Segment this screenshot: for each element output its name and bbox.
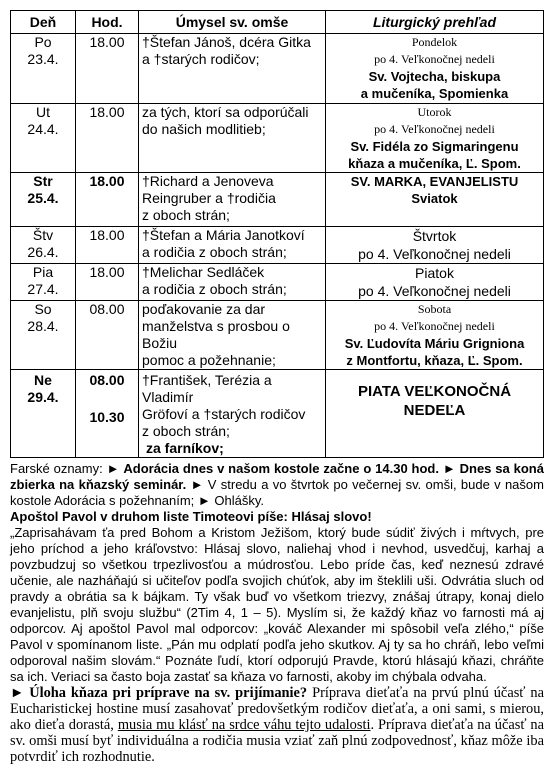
table-row <box>11 104 544 173</box>
arrow-icon: ► <box>10 685 25 701</box>
intention-line: poďakovanie za dar <box>142 301 266 317</box>
header-intention: Úmysel sv. omše <box>139 11 326 34</box>
intention-line: †Melichar Sedláček <box>142 264 265 280</box>
liturgy-week: po 4. Veľkonočnej nedeli <box>374 52 495 66</box>
article-body: „Zaprisahávam ťa pred Bohom a Kristom Ježišom, ktorý bude súdiť živých i mŕtvych, pre jeho príchod a jeho kráľovstvo: Hlásaj slovo, naliehaj vhod i nevhod, usvedčuj, karhaj a povzbudzuj so všetkou trpezlivosťou a múdrosťou. Lebo príde čas, keď neznesú zdravé učenie, ale nazháňajú si učiteľov podľa svojich chúťok, aby im šteklili uši. Odvrátia sluch od pravdy a obrátia sa k bájkam. Ty však buď vo všetkom triezvy, znášaj útrapy, konaj dielo evanjelistu, plň svoju službu“ (2Tim 4, 1 – 5). Myslím si, že každý kňaz vo farnosti má aj odporcov. Aj apoštol Pavol mal odporcov: „kováč Alexander mi spôsobil veľa zlého,“ píše Pavol v spomínanom liste. „Pán mu odplatí podľa jeho skutkov. Aj ty sa ho chráň, lebo veľmi odporoval našim slovám.“ Poznáte ľudí, ktorí odporujú Pravde, ktorú hlásajú kňazi, chráňte sa ich. Veriaci sa často boja zastať sa kňaza vo farnosti, akoby im chýbala odvaha. <box>10 525 544 684</box>
intention-line: a †starých rodičov; <box>142 51 260 67</box>
day-name: Po <box>34 34 52 50</box>
day-name: Ne <box>34 372 52 388</box>
liturgy-week: po 4. Veľkonočnej nedeli <box>358 283 511 299</box>
intention-line: za tých, ktorí sa odporúčali <box>142 104 309 120</box>
day-date: 23.4. <box>27 51 59 67</box>
article-heading: Apoštol Pavol v druhom liste Timoteovi píše: Hlásaj slovo! <box>10 509 372 524</box>
liturgy-cell <box>326 227 544 264</box>
liturgy-week: po 4. Veľkonočnej nedeli <box>358 246 511 262</box>
day-date: 24.4. <box>27 121 59 137</box>
time-first: 08.00 <box>89 372 125 388</box>
liturgy-day: Sobota <box>417 302 452 316</box>
day-cell <box>11 104 76 173</box>
intention-cell <box>139 104 326 173</box>
intention-line: †Richard a Jenoveva <box>142 173 274 189</box>
day-name: So <box>34 301 52 317</box>
day-cell <box>11 173 76 227</box>
intention-line: do našich modlitieb; <box>142 121 266 137</box>
table-row <box>11 173 544 227</box>
header-day: Deň <box>11 11 76 34</box>
day-cell <box>11 264 76 301</box>
time-cell: 08.00 <box>76 301 139 370</box>
header-time: Hod. <box>76 11 139 34</box>
table-row <box>11 301 544 370</box>
time-cell <box>76 370 139 458</box>
announcement-collection: Dnes sa koná zbierka na kňazský seminár. <box>10 461 544 492</box>
day-name: Ut <box>36 104 50 120</box>
intention-line: Gröfoví a †starých rodičov <box>142 406 306 422</box>
mass-schedule-table <box>10 10 544 458</box>
liturgy-saint: Sv. Vojtecha, biskupa <box>368 69 501 84</box>
liturgy-cell <box>326 173 544 227</box>
first-communion-text-2: . Príprava dieťaťa na účasť na sv. omši musí byť individuálna a rodičia musia vziať zaň plnú zodpovednosť, kňaz môže iba potvrdiť ich rozhodnutie. <box>10 717 545 765</box>
day-cell <box>11 370 76 458</box>
day-date: 26.4. <box>27 244 59 260</box>
liturgy-day: Utorok <box>417 105 452 119</box>
table-row <box>11 34 544 104</box>
intention-line: manželstva s prosbou o Božiu <box>142 318 290 351</box>
liturgy-rank: z Montfortu, kňaza, Ľ. Spom. <box>346 353 523 368</box>
first-communion-text-1: Príprava dieťaťa na prvú plnú účasť na Eucharistickej hostine musí zasahovať predovšetkým rodičov dieťaťa, a oni sami, s mierou, ako dieťa dorastá, <box>10 685 544 733</box>
intention-line: z oboch strán; <box>142 207 230 223</box>
day-name: Str <box>33 173 53 189</box>
intention-line: †František, Terézia a Vladimír <box>142 372 272 405</box>
arrow-icon: ► <box>442 461 456 476</box>
intention-line: pomoc a požehnanie; <box>142 352 276 368</box>
parish-announcements <box>10 461 544 509</box>
first-communion-paragraph <box>10 685 544 765</box>
day-date: 28.4. <box>27 318 59 334</box>
liturgy-feast: SV. MARKA, EVANJELISTU <box>350 174 519 189</box>
intention-cell <box>139 264 326 301</box>
liturgy-rank: a mučeníka, Spomienka <box>360 86 509 101</box>
liturgy-cell <box>326 301 544 370</box>
intention-line: a rodičia z oboch strán; <box>142 281 287 297</box>
day-date: 29.4. <box>27 389 59 405</box>
liturgy-rank: kňaza a mučeníka, Ľ. Spom. <box>348 156 521 171</box>
day-date: 25.4. <box>27 190 59 206</box>
liturgy-week: po 4. Veľkonočnej nedeli <box>374 122 495 136</box>
intention-cell <box>139 301 326 370</box>
table-header-row <box>11 11 544 34</box>
intention-cell <box>139 34 326 104</box>
liturgy-day: Štvrtok <box>412 228 457 244</box>
first-communion-heading: Úloha kňaza pri príprave na sv. prijímanie? <box>29 685 308 701</box>
liturgy-cell <box>326 370 544 458</box>
time-cell: 18.00 <box>76 104 139 173</box>
time-cell: 18.00 <box>76 227 139 264</box>
intention-line: †Štefan a Mária Janotkoví <box>142 227 305 243</box>
intention-cell <box>139 370 326 458</box>
table-row <box>11 227 544 264</box>
arrow-icon: ► <box>197 493 211 508</box>
announcement-banns: Ohlášky. <box>214 493 265 508</box>
arrow-icon: ► <box>190 477 204 492</box>
day-name: Štv <box>32 227 54 243</box>
intention-line: †Štefan Jánoš, dcéra Gitka <box>142 34 311 50</box>
liturgy-day: Pondelok <box>411 35 458 49</box>
day-cell <box>11 301 76 370</box>
liturgy-saint: Sv. Ľudovíta Máriu Grigniona <box>344 336 525 351</box>
time-cell: 18.00 <box>76 34 139 104</box>
intention-line: z oboch strán; <box>142 423 230 439</box>
day-cell <box>11 227 76 264</box>
time-cell: 18.00 <box>76 264 139 301</box>
announcements-label: Farské oznamy: <box>10 461 107 476</box>
liturgy-sunday-title: PIATA VEĽKONOČNÁ <box>357 383 512 400</box>
intention-line: za farníkov; <box>146 440 224 456</box>
time-second: 10.30 <box>89 409 125 425</box>
liturgy-day: Piatok <box>415 265 454 281</box>
intention-cell <box>139 173 326 227</box>
day-name: Pia <box>32 264 54 280</box>
announcements <box>10 461 544 765</box>
header-liturgy: Liturgický prehľad <box>326 11 544 34</box>
announcement-weekday-adoration: V stredu a vo štvrtok po večernej sv. omši, bude v našom kostole Adorácia s požehnaním; <box>10 477 544 508</box>
time-cell: 18.00 <box>76 173 139 227</box>
liturgy-cell <box>326 264 544 301</box>
day-date: 27.4. <box>27 281 59 297</box>
table-row <box>11 370 544 458</box>
arrow-icon: ► <box>106 461 120 476</box>
intention-line: a rodičia z oboch strán; <box>142 244 287 260</box>
table-row <box>11 264 544 301</box>
announcement-adoration: Adorácia dnes v našom kostole začne o 14.30 hod. <box>123 461 439 476</box>
first-communion-underlined: musia mu klásť na srdce váhu tejto udalosti <box>117 717 371 733</box>
day-cell <box>11 34 76 104</box>
liturgy-saint: Sv. Fidéla zo Sigmaringenu <box>350 139 519 154</box>
liturgy-cell <box>326 104 544 173</box>
intention-cell <box>139 227 326 264</box>
liturgy-sunday-subtitle: NEDEĽA <box>403 402 466 419</box>
liturgy-rank: Sviatok <box>411 191 458 206</box>
liturgy-week: po 4. Veľkonočnej nedeli <box>374 319 495 333</box>
intention-line: Reingruber a †rodičia <box>142 190 276 206</box>
liturgy-cell <box>326 34 544 104</box>
